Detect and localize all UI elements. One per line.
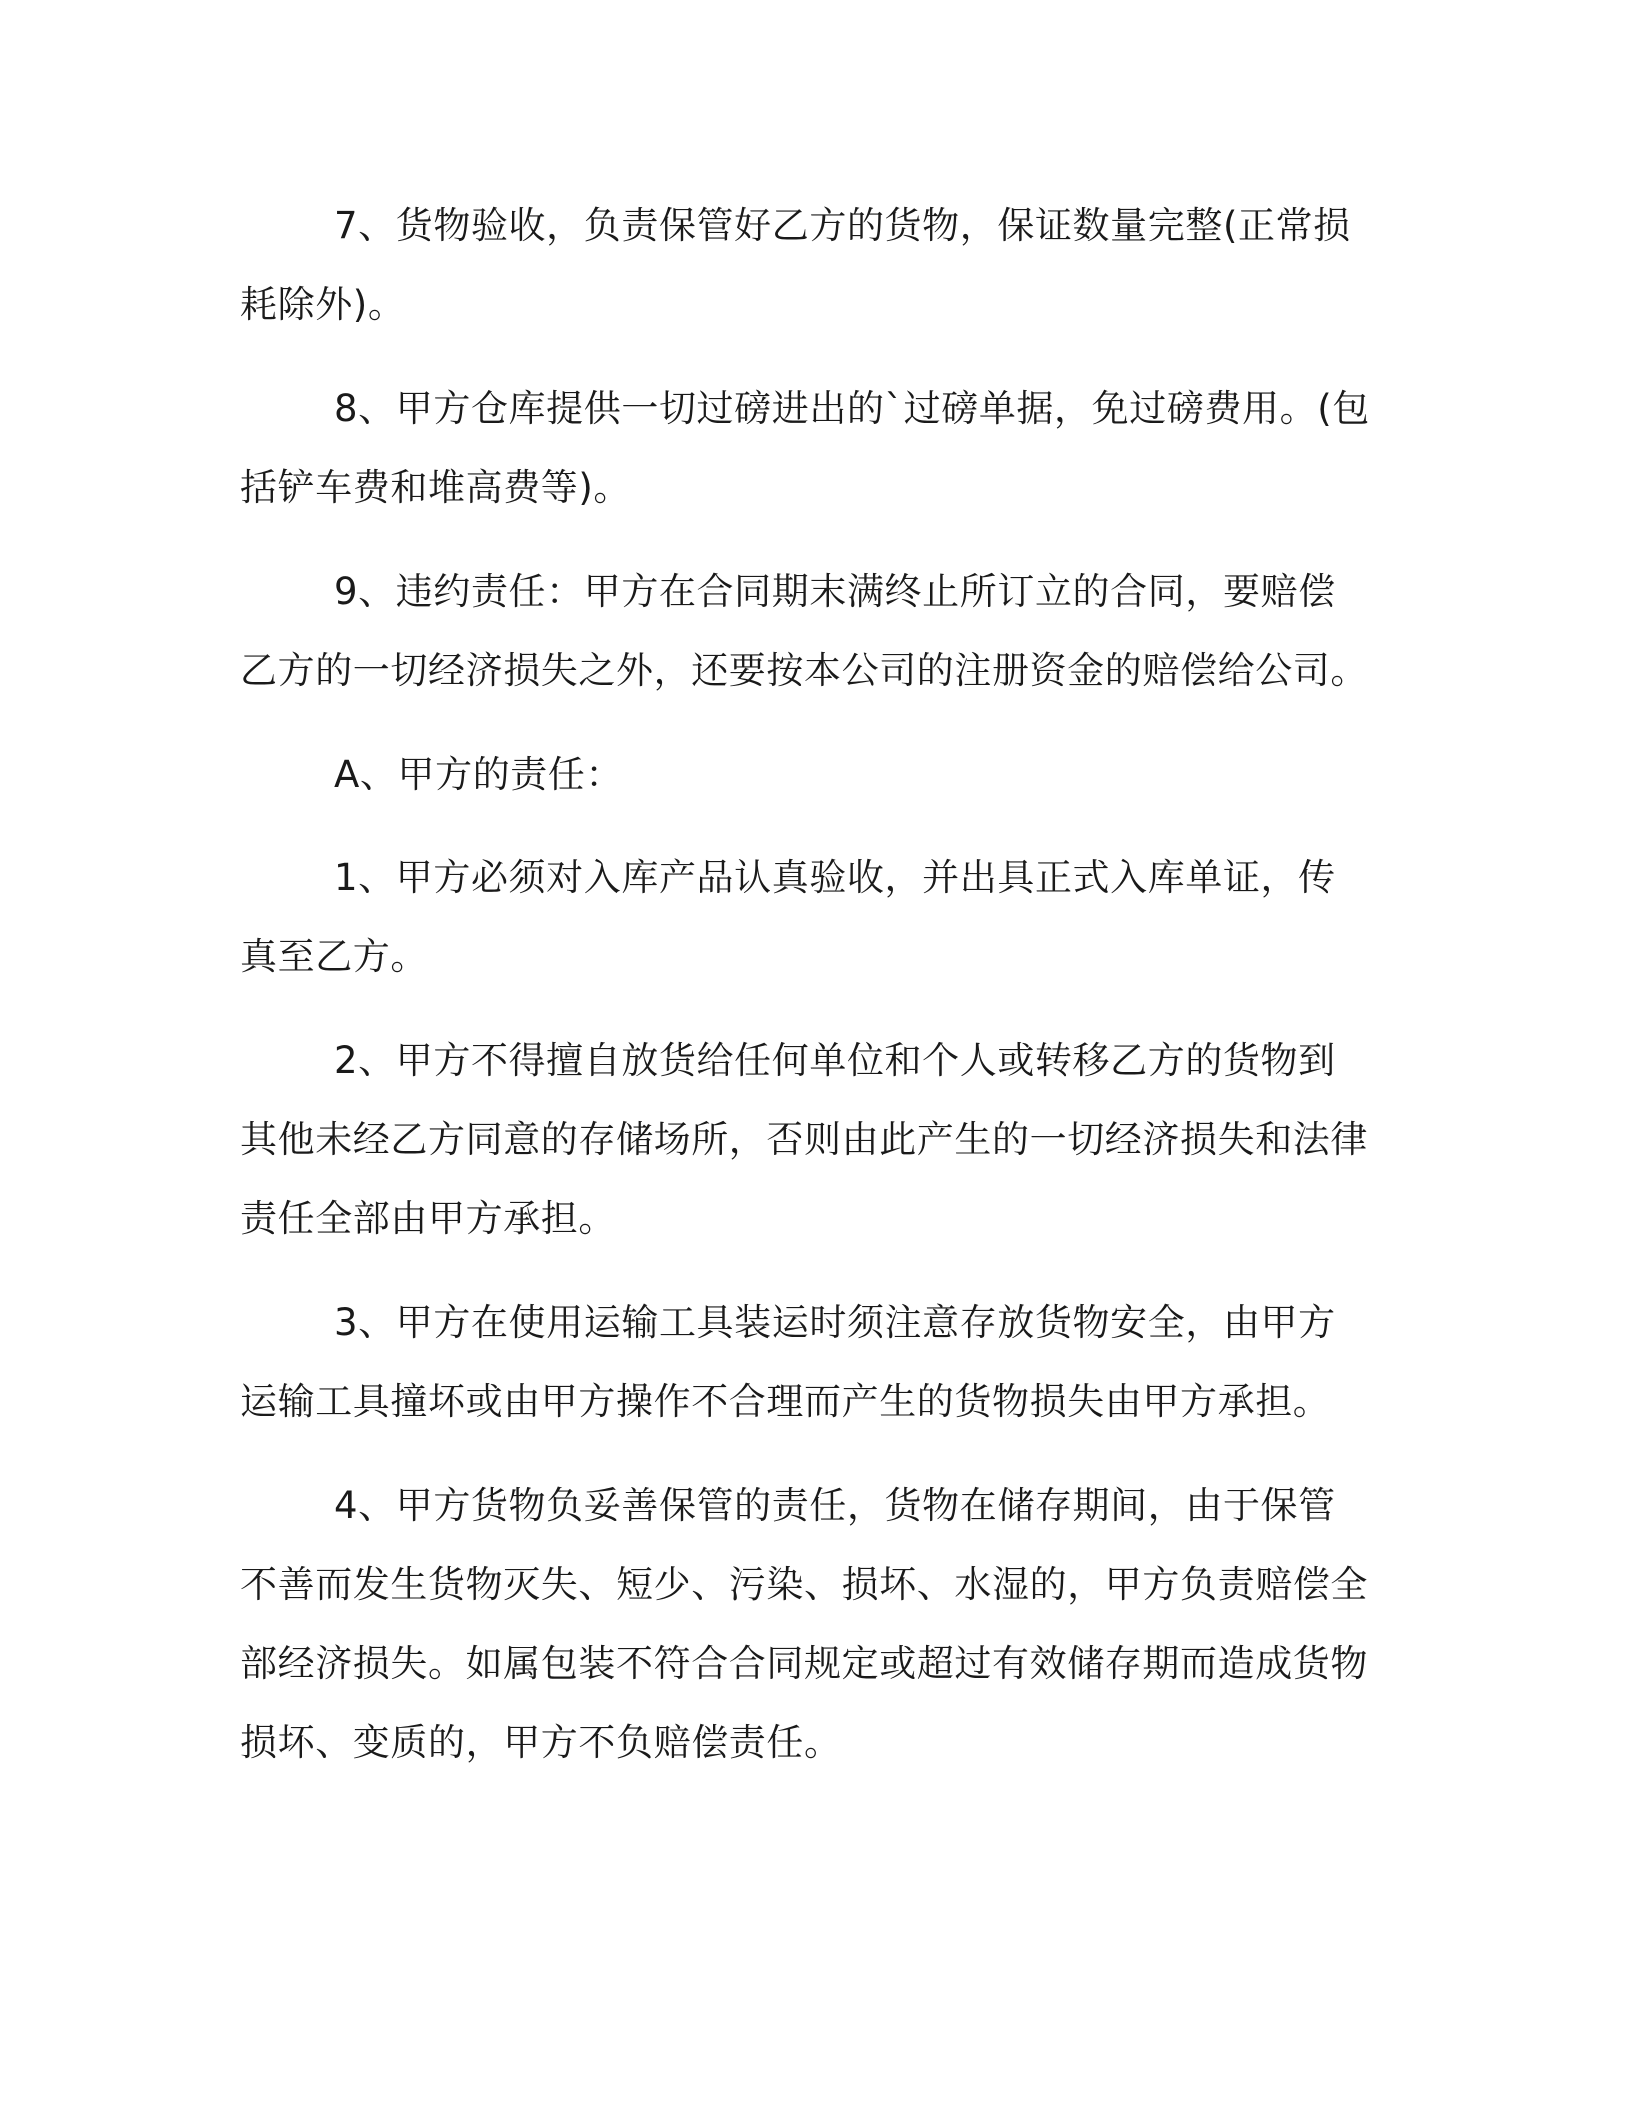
clause-9-breach-liability: 9、违约责任：甲方在合同期末满终止所订立的合同，要赔偿乙方的一切经济损失之外，还要按本公司的注册资金的赔偿给公司。 <box>240 570 1368 692</box>
party-a-clause-1: 1、甲方必须对入库产品认真验收，并出具正式入库单证，传真至乙方。 <box>240 856 1336 978</box>
clause-8: 8、甲方仓库提供一切过磅进出的`过磅单据，免过磅费用。(包括铲车费和堆高费等)。 <box>240 387 1370 509</box>
clause-7: 7、货物验收，负责保管好乙方的货物，保证数量完整(正常损耗除外)。 <box>240 204 1351 326</box>
party-a-clause-2: 2、甲方不得擅自放货给任何单位和个人或转移乙方的货物到其他未经乙方同意的存储场所，否则由此产生的一切经济损失和法律责任全部由甲方承担。 <box>240 1039 1368 1240</box>
document-body <box>240 186 1370 1807</box>
party-a-clause-4: 4、甲方货物负妥善保管的责任，货物在储存期间，由于保管不善而发生货物灭失、短少、污染、损坏、水湿的，甲方负责赔偿全部经济损失。如属包装不符合合同规定或超过有效储存期而造成货物损坏、变质的，甲方不负赔偿责任。 <box>240 1484 1368 1764</box>
section-heading-party-a-responsibilities: A、甲方的责任： <box>334 753 624 796</box>
party-a-clause-3: 3、甲方在使用运输工具装运时须注意存放货物安全，由甲方运输工具撞坏或由甲方操作不合理而产生的货物损失由甲方承担。 <box>240 1301 1336 1423</box>
